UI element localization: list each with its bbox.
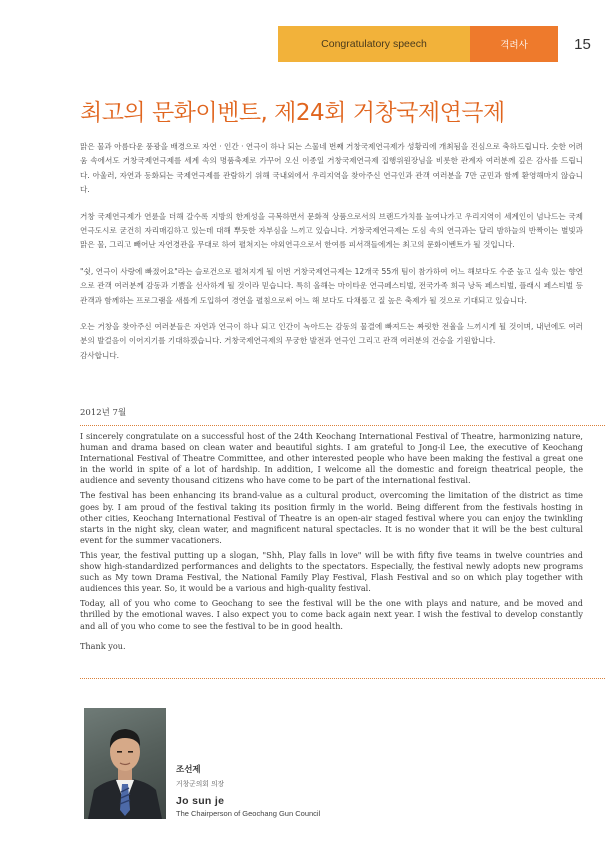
signer-name-english: Jo sun je [176,795,225,807]
divider-top [80,425,605,426]
korean-paragraph: 오는 거창을 찾아주신 여러분들은 자연과 연극이 하나 되고 인간이 녹아드는 감동의 물결에 빠져드는 짜릿한 전율을 느끼시게 될 것이며, 내년에도 여러분의 발걸음이 이어지기를 기대하겠습니다. 거창국제연극제의 무궁한 발전과 연극인 그리고 관객 여러분의 건승을 기원합니다. [80,322,583,346]
korean-paragraph: "쉿, 연극이 사랑에 빠졌어요"라는 슬로건으로 펼쳐지게 될 이번 거창국제연극제는 12개국 55개 팀이 참가하여 어느 해보다도 수준 높고 실속 있는 향연으로 관객 여러분께 감동과 기쁨을 선사하게 될 것이라 믿습니다. 특히 올해는 마이타운 연극페스티벌, 전국가족 희극 낭독 페스티벌, 플래시 페스티벌 등 관객과 함께하는 프로그램을 새롭게 도입하여 경연을 펼침으로써 어느 해 보다도 다채롭고 질 높은 축제가 될 것으로 기대되고 있습니다. [80,266,583,305]
english-closing: Thank you. [80,640,126,651]
letter-date: 2012년 7월 [80,408,127,418]
english-paragraph: Today, all of you who come to Geochang to see the festival will be the one with plays and nature, and be moved and thrilled by the emotional waves. I also expect you to come back again next year. I wish the festival to develop constantly and all of you who come to see the festival to be in good health. [80,598,583,631]
category-label: 격려사 [470,26,558,62]
signer-title-english: The Chairperson of Geochang Gun Council [176,809,321,818]
section-label: Congratulatory speech [278,26,470,62]
page-number: 15 [558,26,607,62]
korean-sign-off: 감사합니다. [80,350,120,360]
signer-title-korean: 거창군의회 의장 [176,780,225,788]
signature-block [176,763,320,818]
english-paragraph: I sincerely congratulate on a successful host of the 24th Keochang International Festival of Theatre, harmonizing nature, human and drama based on clean water and beautiful sights. I am grateful to Jong-il Lee, the executive of Keochang International Festival of Theatre Committee, and other interested people who have been making the festival a great one in the world in spite of a lot of hardship. In addition, I welcome all the domestic and foreign theatrical people, the audience and seventy thousand citizens who have come to be part of the international festival. [80,431,583,486]
english-paragraph: The festival has been enhancing its brand-value as a cultural product, overcoming the limitation of the district as time goes by. I am proud of the festival taking its position firmly in the world. Being different from the festivals hosting in other cities, Keochang International Festival of Theatre is an open-air staged festival where you can enjoy the twinkling starts in the night sky, clean water, and magnificent natural spectacles. It is no wonder that it will be the best cultural event for the summer vacationers. [80,490,583,545]
korean-body [80,140,583,363]
divider-bottom [80,678,605,679]
korean-paragraph: 맑은 물과 아름다운 풍광을 배경으로 자연 · 인간 · 연극이 하나 되는 스물네 번째 거창국제연극제가 성황리에 개최됨을 진심으로 축하드립니다. 숫한 어려움 속에서도 거창국제연극제를 세계 속의 명품축제로 가꾸어 오신 이종일 거창국제연극제 집행위원장님을 비롯한 관계자 여러분께 깊은 감사를 드립니다. 아울러, 자연과 동화되는 국제연극제를 관람하기 위해 국내외에서 우리지역을 찾아주신 연극인과 관객 여러분을 7만 군민과 함께 환영해마지 않습니다. [80,142,583,195]
english-paragraph: This year, the festival putting up a slogan, "Shh, Play falls in love" will be with fifty five teams in twelve countries and show high-standardized performances and delights to the spectators. Especially, the festival newly adopts new programs such as My town Drama Festival, the National Family Play Festival, Flash Festival and so on which play together with audiences this year. So, it would be a various and high-quality festival. [80,549,583,594]
header-bar [278,26,607,62]
korean-paragraph: 거창 국제연극제가 연륜을 더해 갈수록 지방의 한계성을 극복하면서 문화적 상품으로서의 브랜드가치를 높여나가고 우리지역이 세계인이 넘나드는 국제연극도시로 굳건히 자리매김하고 있는데 대해 뿌듯한 자부심을 느끼고 있습니다. 거창국제연극제는 도심 속의 연극과는 달리 밤하늘의 반짝이는 별빛과 맑은 물, 그리고 빼어난 자연경관을 무대로 하여 펼쳐지는 야외연극으로서 한여름 피서객들에게는 최고의 문화이벤트가 될 것입니다. [80,211,583,250]
portrait-photo [84,708,166,819]
english-body [80,431,583,656]
signer-name-korean: 조선제 [176,765,201,775]
portrait-illustration [84,708,166,819]
page-title: 최고의 문화이벤트, 제24회 거창국제연극제 [80,100,505,126]
